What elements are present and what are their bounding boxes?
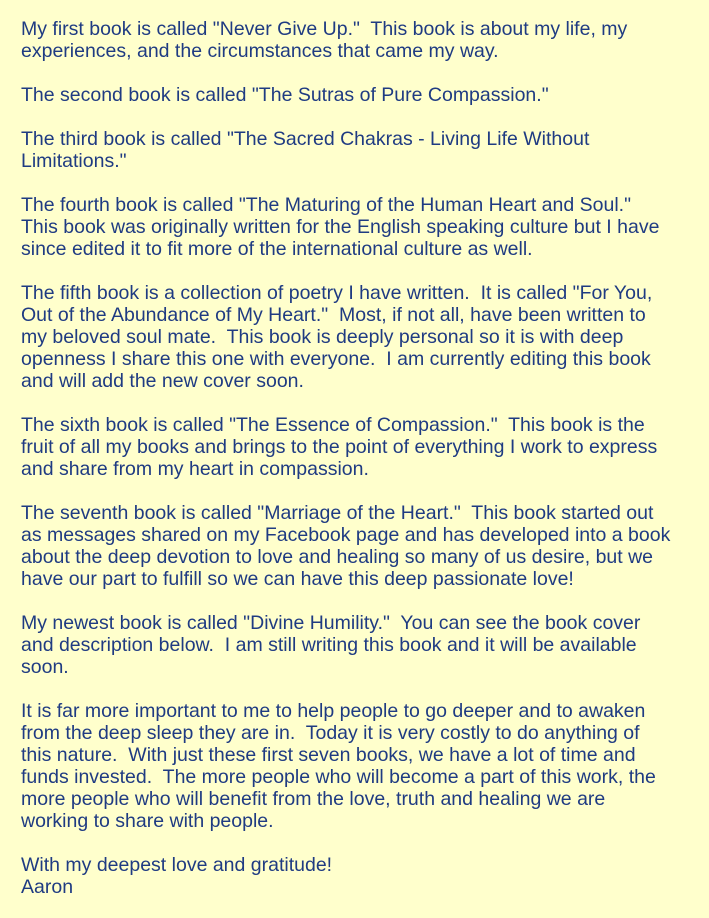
paragraph-line: from the deep sleep they are in. Today it is very costly to do anything of xyxy=(21,722,640,744)
paragraph xyxy=(21,282,699,392)
paragraph-line: My newest book is called "Divine Humility." You can see the book cover xyxy=(21,612,641,634)
paragraph-line: experiences, and the circumstances that came my way. xyxy=(21,40,499,62)
paragraph-line: soon. xyxy=(21,656,69,678)
paragraph xyxy=(21,194,699,260)
paragraph-line: more people who will benefit from the love, truth and healing we are xyxy=(21,788,606,810)
paragraph xyxy=(21,18,699,62)
paragraph-line: working to share with people. xyxy=(21,810,274,832)
paragraph xyxy=(21,612,699,678)
paragraph xyxy=(21,84,699,106)
paragraph-line: this nature. With just these first seven books, we have a lot of time and xyxy=(21,744,636,766)
paragraph-line: The fifth book is a collection of poetry I have written. It is called "For You, xyxy=(21,282,653,304)
paragraph-list xyxy=(21,18,699,832)
paragraph-line: It is far more important to me to help people to go deeper and to awaken xyxy=(21,700,646,722)
paragraph-line: and will add the new cover soon. xyxy=(21,370,304,392)
paragraph-line: fruit of all my books and brings to the point of everything I work to express xyxy=(21,436,658,458)
closing-block xyxy=(21,854,699,898)
paragraph-line: Limitations." xyxy=(21,150,127,172)
paragraph-line: and description below. I am still writing this book and it will be available xyxy=(21,634,637,656)
paragraph-line: This book was originally written for the English speaking culture but I have xyxy=(21,216,660,238)
signature: Aaron xyxy=(21,876,74,898)
paragraph-line: The sixth book is called "The Essence of Compassion." This book is the xyxy=(21,414,645,436)
paragraph-line: funds invested. The more people who will become a part of this work, the xyxy=(21,766,656,788)
paragraph-line: The second book is called "The Sutras of Pure Compassion." xyxy=(21,84,549,106)
paragraph xyxy=(21,700,699,832)
paragraph-line: Out of the Abundance of My Heart." Most, if not all, have been written to xyxy=(21,304,646,326)
paragraph-line: as messages shared on my Facebook page and has developed into a book xyxy=(21,524,671,546)
paragraph-line: My first book is called "Never Give Up." This book is about my life, my xyxy=(21,18,628,40)
paragraph xyxy=(21,502,699,590)
paragraph xyxy=(21,128,699,172)
paragraph xyxy=(21,414,699,480)
paragraph-line: openness I share this one with everyone. I am currently editing this book xyxy=(21,348,651,370)
paragraph-line: The third book is called "The Sacred Chakras - Living Life Without xyxy=(21,128,590,150)
paragraph-line: and share from my heart in compassion. xyxy=(21,458,369,480)
closing-line: With my deepest love and gratitude! xyxy=(21,854,333,876)
paragraph-line: about the deep devotion to love and healing so many of us desire, but we xyxy=(21,546,654,568)
paragraph-line: The fourth book is called "The Maturing of the Human Heart and Soul." xyxy=(21,194,632,216)
paragraph-line: The seventh book is called "Marriage of the Heart." This book started out xyxy=(21,502,654,524)
paragraph-line: have our part to fulfill so we can have this deep passionate love! xyxy=(21,568,574,590)
paragraph-line: since edited it to fit more of the international culture as well. xyxy=(21,238,533,260)
paragraph-line: my beloved soul mate. This book is deeply personal so it is with deep xyxy=(21,326,624,348)
